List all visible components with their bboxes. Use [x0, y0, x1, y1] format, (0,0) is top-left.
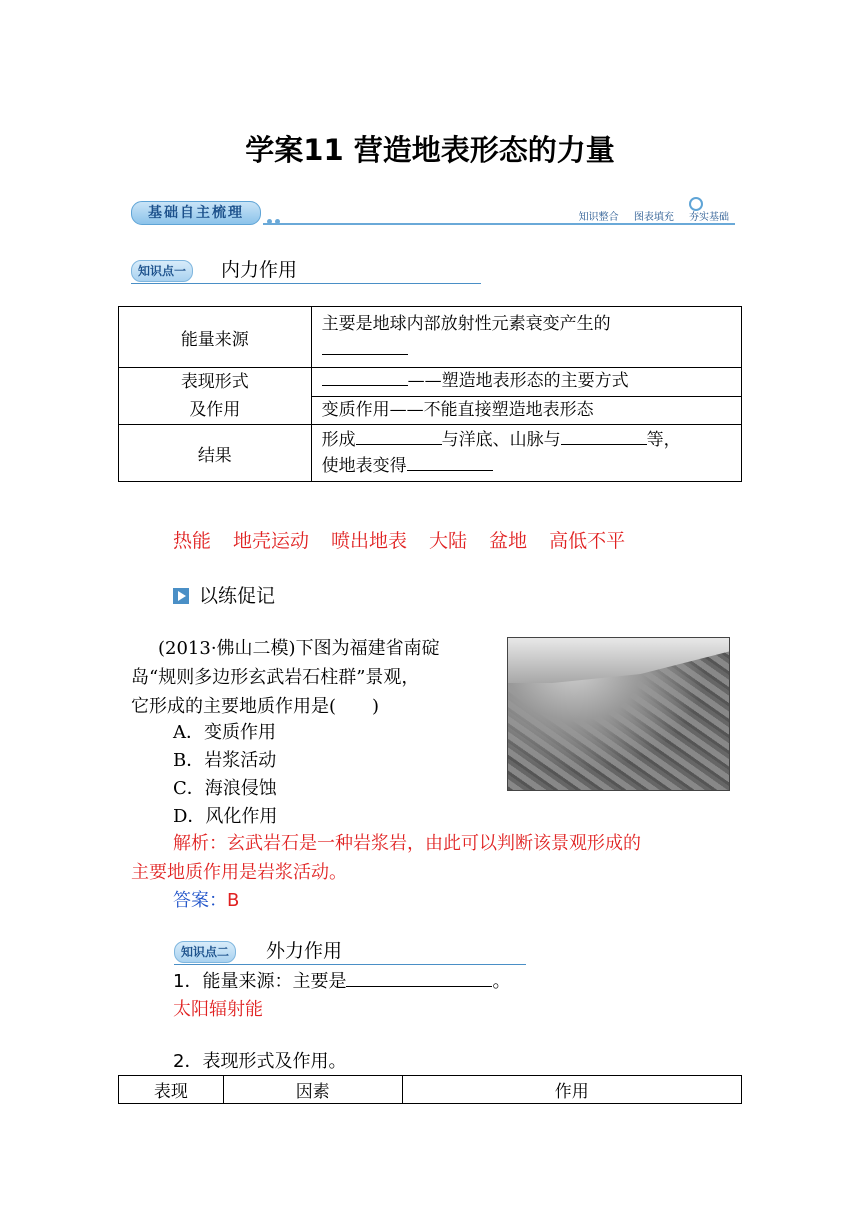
question-line: 它形成的主要地质作用是( ) [131, 696, 380, 717]
answer-key [173, 526, 625, 553]
cell-text: 使地表变得 [321, 456, 407, 476]
banner-dots [267, 209, 287, 217]
answer-label: 答案： [173, 890, 227, 911]
column-header: 表现 [119, 1076, 224, 1104]
cell-text: 主要是地球内部放射性元素衰变产生的 [321, 314, 611, 334]
answer-line [173, 886, 239, 915]
table-cell [119, 368, 312, 425]
banner-subtitle: 知识整合 图表填充 夯实基础 [578, 212, 729, 223]
table-cell [311, 307, 741, 368]
section-banner [131, 197, 735, 229]
fill-blank[interactable] [322, 368, 408, 386]
table-cell [311, 368, 741, 397]
fill-blank[interactable] [407, 453, 493, 471]
item-1 [173, 967, 510, 996]
fill-blank[interactable] [322, 337, 408, 355]
practice-heading [173, 581, 275, 608]
knowledge-point-1 [131, 258, 481, 284]
knowledge-point-rule [131, 283, 481, 284]
item-1-answer: 太阳辐射能 [173, 999, 263, 1020]
knowledge-point-title: 外力作用 [266, 940, 343, 962]
item-text: 1．能量来源：主要是 [173, 971, 347, 992]
item-2: 2．表现形式及作用。 [173, 1051, 347, 1072]
table-cell [311, 425, 741, 482]
table-header-row [119, 1076, 742, 1104]
option-b[interactable]: B．岩浆活动 [173, 750, 277, 771]
play-triangle-icon [173, 588, 189, 604]
cell-text: 等， [646, 430, 681, 450]
table-cell [119, 425, 312, 482]
question-line: (2013·佛山二模)下图为福建省南碇 [158, 638, 440, 659]
column-header: 作用 [402, 1076, 741, 1104]
knowledge-point-tag: 知识点二 [174, 941, 236, 963]
fill-blank[interactable] [561, 427, 647, 445]
answer-value: B [227, 890, 240, 911]
table-cell [311, 396, 741, 425]
answer-word: 喷出地表 [331, 530, 408, 552]
practice-heading-text: 以练促记 [199, 585, 276, 607]
sea-water [508, 638, 729, 683]
fill-blank[interactable] [356, 427, 442, 445]
banner-label: 基础自主梳理 [131, 201, 261, 225]
option-a[interactable]: A．变质作用 [173, 722, 276, 743]
answer-word: 地壳运动 [233, 530, 310, 552]
option-c[interactable]: C．海浪侵蚀 [173, 778, 277, 799]
knowledge-point-rule [174, 964, 526, 965]
answer-word: 大陆 [429, 530, 468, 552]
row-label: 及作用 [189, 400, 241, 420]
column-header: 因素 [223, 1076, 402, 1104]
analysis-label: 解析 [173, 833, 209, 854]
fill-blank[interactable] [346, 968, 492, 987]
page-title: 学案11 营造地表形态的力量 [245, 133, 615, 167]
analysis-line [173, 829, 641, 858]
knowledge-point-tag: 知识点一 [131, 260, 193, 282]
cell-text: 变质作用——不能直接塑造地表形态 [321, 399, 594, 420]
question-line: 岛“规则多边形玄武岩石柱群”景观， [131, 667, 420, 688]
cell-text: 形成 [321, 430, 356, 450]
external-force-table [118, 1075, 742, 1104]
option-d[interactable]: D．风化作用 [173, 806, 278, 827]
table-row [119, 307, 742, 368]
analysis-line: 主要地质作用是岩浆活动。 [131, 862, 347, 883]
table-cell [119, 307, 312, 368]
banner-rule [263, 223, 735, 225]
cell-text: ——塑造地表形态的主要方式 [407, 371, 629, 391]
item-end: 。 [492, 971, 511, 992]
answer-word: 盆地 [489, 530, 528, 552]
analysis-text: ：玄武岩石是一种岩浆岩，由此可以判断该景观形成的 [209, 833, 641, 854]
answer-word: 高低不平 [549, 530, 626, 552]
row-label: 表现形式 [180, 372, 249, 392]
answer-word: 热能 [173, 530, 212, 552]
table-row [119, 368, 742, 397]
table-row [119, 425, 742, 482]
cell-text: 与洋底、山脉与 [441, 430, 561, 450]
row-label: 结果 [197, 445, 232, 466]
basalt-column-photo [507, 637, 730, 791]
knowledge-point-title: 内力作用 [221, 259, 298, 281]
internal-force-table [118, 306, 742, 482]
knowledge-point-2 [174, 939, 526, 965]
row-label: 能量来源 [180, 329, 249, 350]
